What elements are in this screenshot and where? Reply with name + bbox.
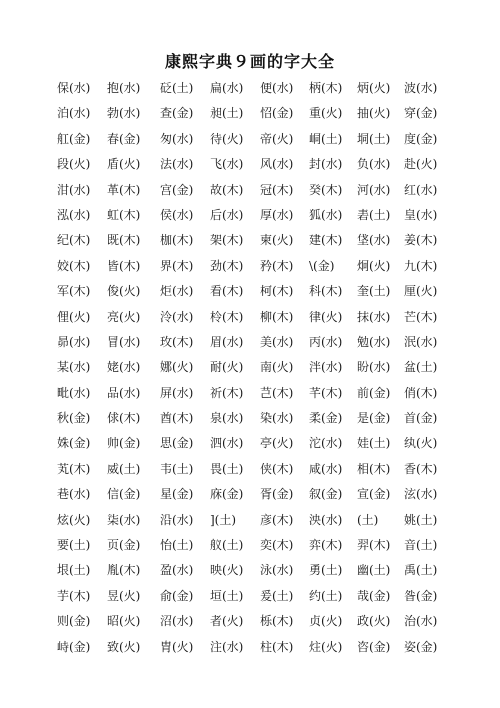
character-entry: 后(水) (210, 207, 244, 222)
character-entry: 盾(火) (107, 157, 141, 172)
character-entry: 页(金) (107, 538, 141, 553)
character-entry: 相(木) (357, 461, 391, 476)
character-entry: 耐(火) (210, 360, 244, 375)
character-entry: 胄(火) (160, 639, 194, 654)
page-title: 康熙字典９画的字大全 (164, 52, 335, 71)
character-entry: 映(火) (210, 563, 244, 578)
character-entry: 幽(土) (357, 563, 391, 578)
character-entry: 泉(水) (210, 411, 244, 426)
character-entry: ](土) (210, 512, 237, 527)
character-entry: 侠(木) (260, 461, 294, 476)
character-entry: 韦(土) (160, 461, 194, 476)
table-row (57, 131, 449, 156)
character-entry: 帅(金) (107, 436, 141, 451)
character-entry: 垡(水) (357, 233, 391, 248)
character-entry: 南(火) (260, 360, 294, 375)
character-entry: 劲(木) (210, 258, 244, 273)
character-entry: 枷(木) (160, 233, 194, 248)
character-entry: 亮(火) (107, 309, 141, 324)
character-entry: 抱(水) (107, 81, 141, 95)
character-entry: 既(木) (107, 233, 141, 248)
table-row (57, 105, 449, 130)
character-entry: 娃(土) (357, 436, 391, 451)
character-entry: 厘(火) (404, 284, 438, 299)
character-entry: 舣(土) (210, 538, 244, 553)
character-entry: 勉(水) (357, 334, 391, 349)
table-row (57, 156, 449, 181)
character-entry: 盆(土) (404, 360, 438, 375)
character-entry: 峙(金) (57, 639, 91, 654)
character-entry: 俊(火) (107, 284, 141, 299)
character-entry: 界(木) (160, 258, 194, 273)
character-entry: 昴(水) (57, 334, 91, 349)
table-row (57, 80, 449, 105)
character-entry: 重(火) (309, 106, 343, 121)
character-entry: 泔(水) (57, 182, 91, 197)
character-entry: 厚(水) (260, 207, 294, 222)
table-row (57, 410, 449, 435)
character-entry: 彦(木) (260, 512, 294, 527)
character-entry: 泫(水) (404, 487, 438, 502)
character-entry: 柔(金) (309, 411, 343, 426)
character-entry: 禹(土) (404, 563, 438, 578)
character-entry: 炷(火) (309, 639, 343, 654)
character-entry: 砭(土) (160, 81, 194, 95)
character-entry: 奎(土) (357, 284, 391, 299)
character-entry: 某(水) (57, 360, 91, 375)
character-entry: 怊(金) (260, 106, 294, 121)
character-entry: 负(水) (357, 157, 391, 172)
character-entry: 昭(火) (107, 614, 141, 629)
table-row (57, 232, 449, 257)
character-entry: 思(金) (160, 436, 194, 451)
table-row (57, 385, 449, 410)
character-entry: 哉(金) (357, 588, 391, 603)
character-entry: 香(木) (404, 461, 438, 476)
character-entry: 风(水) (260, 157, 294, 172)
character-entry: 芋(木) (57, 588, 91, 603)
character-entry: 畏(土) (210, 461, 244, 476)
character-entry: 泓(水) (57, 207, 91, 222)
character-entry: 沱(水) (309, 436, 343, 451)
character-entry: 泯(水) (404, 334, 438, 349)
character-entry: 胤(木) (107, 563, 141, 578)
character-entry: 俞(金) (160, 588, 194, 603)
table-row (57, 334, 449, 359)
character-entry: 冠(木) (260, 182, 294, 197)
character-entry: 炬(水) (160, 284, 194, 299)
character-entry: 峒(土) (309, 131, 343, 146)
table-row (57, 562, 449, 587)
character-entry: 柳(木) (260, 309, 294, 324)
character-entry: 贞(火) (309, 614, 343, 629)
character-entry: 矜(木) (260, 258, 294, 273)
character-entry: 段(火) (57, 157, 91, 172)
character-entry: 狐(水) (309, 207, 343, 222)
character-entry: 信(金) (107, 487, 141, 502)
character-entry: 沼(水) (160, 614, 194, 629)
character-entry: 玫(木) (160, 334, 194, 349)
character-entry: 昱(火) (107, 588, 141, 603)
character-entry: 癸(木) (309, 182, 343, 197)
character-entry: 亭(火) (260, 436, 294, 451)
table-row (57, 461, 449, 486)
character-entry: 看(木) (210, 284, 244, 299)
table-row (57, 309, 449, 334)
character-entry: 者(火) (210, 614, 244, 629)
character-entry: 穿(金) (404, 106, 438, 121)
character-entry: 胥(金) (260, 487, 294, 502)
character-entry: 皆(木) (107, 258, 141, 273)
character-entry: 炫(火) (57, 512, 91, 527)
character-entry: 前(金) (357, 385, 391, 400)
character-entry: 故(木) (210, 182, 244, 197)
character-entry: 约(土) (309, 588, 343, 603)
character-entry: 宫(金) (160, 182, 194, 197)
character-entry: 丙(水) (309, 334, 343, 349)
character-entry: 垠(土) (57, 563, 91, 578)
character-entry: 建(木) (309, 233, 343, 248)
character-entry: 姝(金) (57, 436, 91, 451)
character-entry: 炳(火) (357, 81, 391, 95)
character-entry: 姚(土) (404, 512, 438, 527)
table-row (57, 258, 449, 283)
character-entry: 泠(水) (160, 309, 194, 324)
table-row (57, 182, 449, 207)
character-entry: 姣(木) (57, 258, 91, 273)
character-entry: 泱(水) (309, 512, 343, 527)
character-entry: 品(水) (107, 385, 141, 400)
character-entry: 赴(火) (404, 157, 438, 172)
character-entry: 威(土) (107, 461, 141, 476)
character-entry: 奕(木) (260, 538, 294, 553)
character-entry: 革(木) (107, 182, 141, 197)
table-row (57, 613, 449, 638)
character-entry: 柬(火) (260, 233, 294, 248)
character-entry: 飞(水) (210, 157, 244, 172)
character-entry: 泊(水) (57, 106, 91, 121)
character-entry: 弈(木) (309, 538, 343, 553)
character-entry: 栎(木) (260, 614, 294, 629)
character-entry: 咨(金) (357, 639, 391, 654)
character-entry: 音(土) (404, 538, 438, 553)
character-entry: 律(火) (309, 309, 343, 324)
character-entry: 注(水) (210, 639, 244, 654)
table-row (57, 639, 449, 664)
character-entry: 柃(木) (210, 309, 244, 324)
character-entry: 便(水) (260, 81, 294, 95)
character-grid (57, 80, 449, 664)
character-entry: 纪(木) (57, 233, 91, 248)
character-entry: 架(木) (210, 233, 244, 248)
character-entry: 芊(木) (309, 385, 343, 400)
character-entry: 查(金) (160, 106, 194, 121)
character-entry: 春(金) (107, 131, 141, 146)
character-entry: 秋(金) (57, 411, 91, 426)
character-entry: 垌(土) (357, 131, 391, 146)
character-entry: 昶(土) (210, 106, 244, 121)
character-entry: 俅(木) (107, 411, 141, 426)
character-entry: 盼(水) (357, 360, 391, 375)
character-entry: 冒(水) (107, 334, 141, 349)
character-entry: 则(金) (57, 614, 91, 629)
character-entry: 酋(木) (160, 411, 194, 426)
character-entry: 抽(火) (357, 106, 391, 121)
character-entry: 垣(土) (210, 588, 244, 603)
character-entry: 柱(木) (260, 639, 294, 654)
character-entry: 怡(土) (160, 538, 194, 553)
character-entry: 扁(水) (210, 81, 244, 95)
character-entry: 炯(火) (357, 258, 391, 273)
character-entry: 盈(水) (160, 563, 194, 578)
character-entry: 昝(金) (404, 588, 438, 603)
character-entry: 军(木) (57, 284, 91, 299)
character-entry: 俏(木) (404, 385, 438, 400)
table-row (57, 283, 449, 308)
character-entry: 姿(金) (404, 639, 438, 654)
table-row (57, 359, 449, 384)
character-entry: 染(水) (260, 411, 294, 426)
character-entry: 芑(木) (260, 385, 294, 400)
character-entry: 待(火) (210, 131, 244, 146)
character-entry: 保(水) (57, 81, 91, 95)
character-entry: 帝(火) (260, 131, 294, 146)
character-entry: 泳(水) (260, 563, 294, 578)
character-entry: 爰(土) (260, 588, 294, 603)
character-entry: 政(火) (357, 614, 391, 629)
character-entry: 星(金) (160, 487, 194, 502)
character-entry: 治(水) (404, 614, 438, 629)
table-row (57, 207, 449, 232)
character-entry: 要(土) (57, 538, 91, 553)
table-row (57, 537, 449, 562)
character-entry: 是(金) (357, 411, 391, 426)
character-entry: 河(水) (357, 182, 391, 197)
character-entry: 砉(土) (357, 207, 391, 222)
table-row (57, 435, 449, 460)
character-entry: 致(火) (107, 639, 141, 654)
character-entry: 庥(金) (210, 487, 244, 502)
character-entry: 抹(水) (357, 309, 391, 324)
character-entry: 姥(水) (107, 360, 141, 375)
character-entry: 芄(木) (57, 461, 91, 476)
character-entry: 姜(木) (404, 233, 438, 248)
character-entry: 勃(水) (107, 106, 141, 121)
character-entry: 娜(火) (160, 360, 194, 375)
character-entry: 柯(木) (260, 284, 294, 299)
character-entry: 皇(水) (404, 207, 438, 222)
character-entry: 叙(金) (309, 487, 343, 502)
character-entry: 纨(火) (404, 436, 438, 451)
character-entry: 祈(木) (210, 385, 244, 400)
character-entry: 屏(水) (160, 385, 194, 400)
character-entry: 柄(木) (309, 81, 343, 95)
character-entry: 九(木) (404, 258, 438, 273)
character-entry: 沿(水) (160, 512, 194, 527)
character-entry: 波(水) (404, 81, 438, 95)
character-entry: 红(水) (404, 182, 438, 197)
character-entry: (土) (357, 512, 379, 527)
character-entry: 科(木) (309, 284, 343, 299)
character-entry: 度(金) (404, 131, 438, 146)
character-entry: 首(金) (404, 411, 438, 426)
character-entry: 舡(金) (57, 131, 91, 146)
character-entry: 美(水) (260, 334, 294, 349)
character-entry: 匆(水) (160, 131, 194, 146)
table-row (57, 486, 449, 511)
character-entry: 咸(水) (309, 461, 343, 476)
character-entry: 芒(木) (404, 309, 438, 324)
table-row (57, 588, 449, 613)
table-row (57, 512, 449, 537)
character-entry: 虹(木) (107, 207, 141, 222)
character-entry: 泗(水) (210, 436, 244, 451)
character-entry: 毗(水) (57, 385, 91, 400)
character-entry: 俚(火) (57, 309, 91, 324)
character-entry: 羿(木) (357, 538, 391, 553)
character-entry: 柒(水) (107, 512, 141, 527)
character-entry: \(金) (309, 258, 335, 273)
character-entry: 泮(水) (309, 360, 343, 375)
character-entry: 眉(水) (210, 334, 244, 349)
character-entry: 侯(水) (160, 207, 194, 222)
character-entry: 封(水) (309, 157, 343, 172)
character-entry: 宣(金) (357, 487, 391, 502)
character-entry: 勇(土) (309, 563, 343, 578)
character-entry: 巷(水) (57, 487, 91, 502)
character-entry: 法(水) (160, 157, 194, 172)
